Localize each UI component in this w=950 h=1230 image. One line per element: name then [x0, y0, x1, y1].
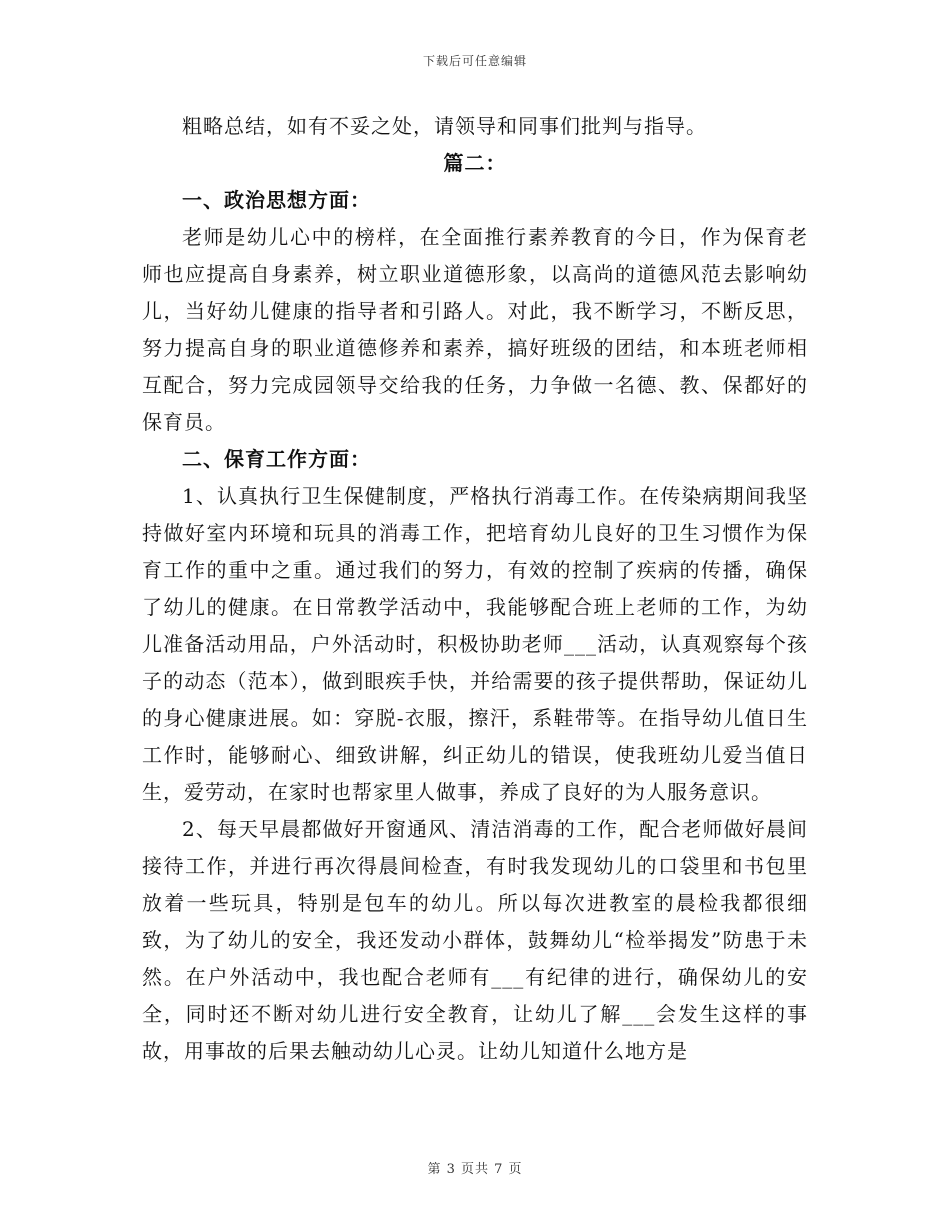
section-heading-political: 一、政治思想方面： — [182, 188, 371, 212]
care-work-paragraph-1: 1、认真执行卫生保健制度，严格执行消毒工作。在传染病期间我坚持做好室内环境和玩具的消毒工作，把培育幼儿良好的卫生习惯作为保育工作的重中之重。通过我们的努力，有效的控制了疾病的传播，确保了幼儿的健康。在日常教学活动中，我能够配合班上老师的工作，为幼儿准备活动用品，户外活动时，积极协助老师___活动，认真观察每个孩子的动态（范本），做到眼疾手快，并给需要的孩子提供帮助，保证幼儿的身心健康进展。如：穿脱-衣服，擦汗，系鞋带等。在指导幼儿值日生工作时，能够耐心、细致讲解，纠正幼儿的错误，使我班幼儿爱当值日生，爱劳动，在家时也帮家里人做事，养成了良好的为人服务意识。 — [142, 484, 808, 804]
section-paragraph-political: 老师是幼儿心中的榜样，在全面推行素养教育的今日，作为保育老师也应提高自身素养，树立职业道德形象，以高尚的道德风范去影响幼儿，当好幼儿健康的指导者和引路人。对此，我不断学习，不断反思，努力提高自身的职业道德修养和素养，搞好班级的团结，和本班老师相互配合，努力完成园领导交给我的任务，力争做一名德、教、保都好的保育员。 — [142, 225, 808, 434]
intro-line: 粗略总结，如有不妥之处，请领导和同事们批判与指导。 — [182, 114, 707, 138]
page-footer: 第 3 页共 7 页 — [427, 1162, 523, 1177]
care-work-paragraph-2: 2、每天早晨都做好开窗通风、清洁消毒的工作，配合老师做好晨间接待工作，并进行再次得晨间检查，有时我发现幼儿的口袋里和书包里放着一些玩具，特别是包车的幼儿。所以每次进教室的晨检我都很细致，为了幼儿的安全，我还发动小群体，鼓舞幼儿“检举揭发”防患于未然。在户外活动中，我也配合老师有___有纪律的进行，确保幼儿的安全，同时还不断对幼儿进行安全教育，让幼儿了解___会发生这样的事故，用事故的后果去触动幼儿心灵。让幼儿知道什么地方是 — [142, 817, 808, 1063]
page-header: 下载后可任意编辑 — [422, 54, 527, 68]
document-body — [142, 108, 808, 1070]
section-heading-care-work: 二、保育工作方面： — [182, 447, 371, 471]
part-title: 篇二： — [443, 151, 507, 175]
